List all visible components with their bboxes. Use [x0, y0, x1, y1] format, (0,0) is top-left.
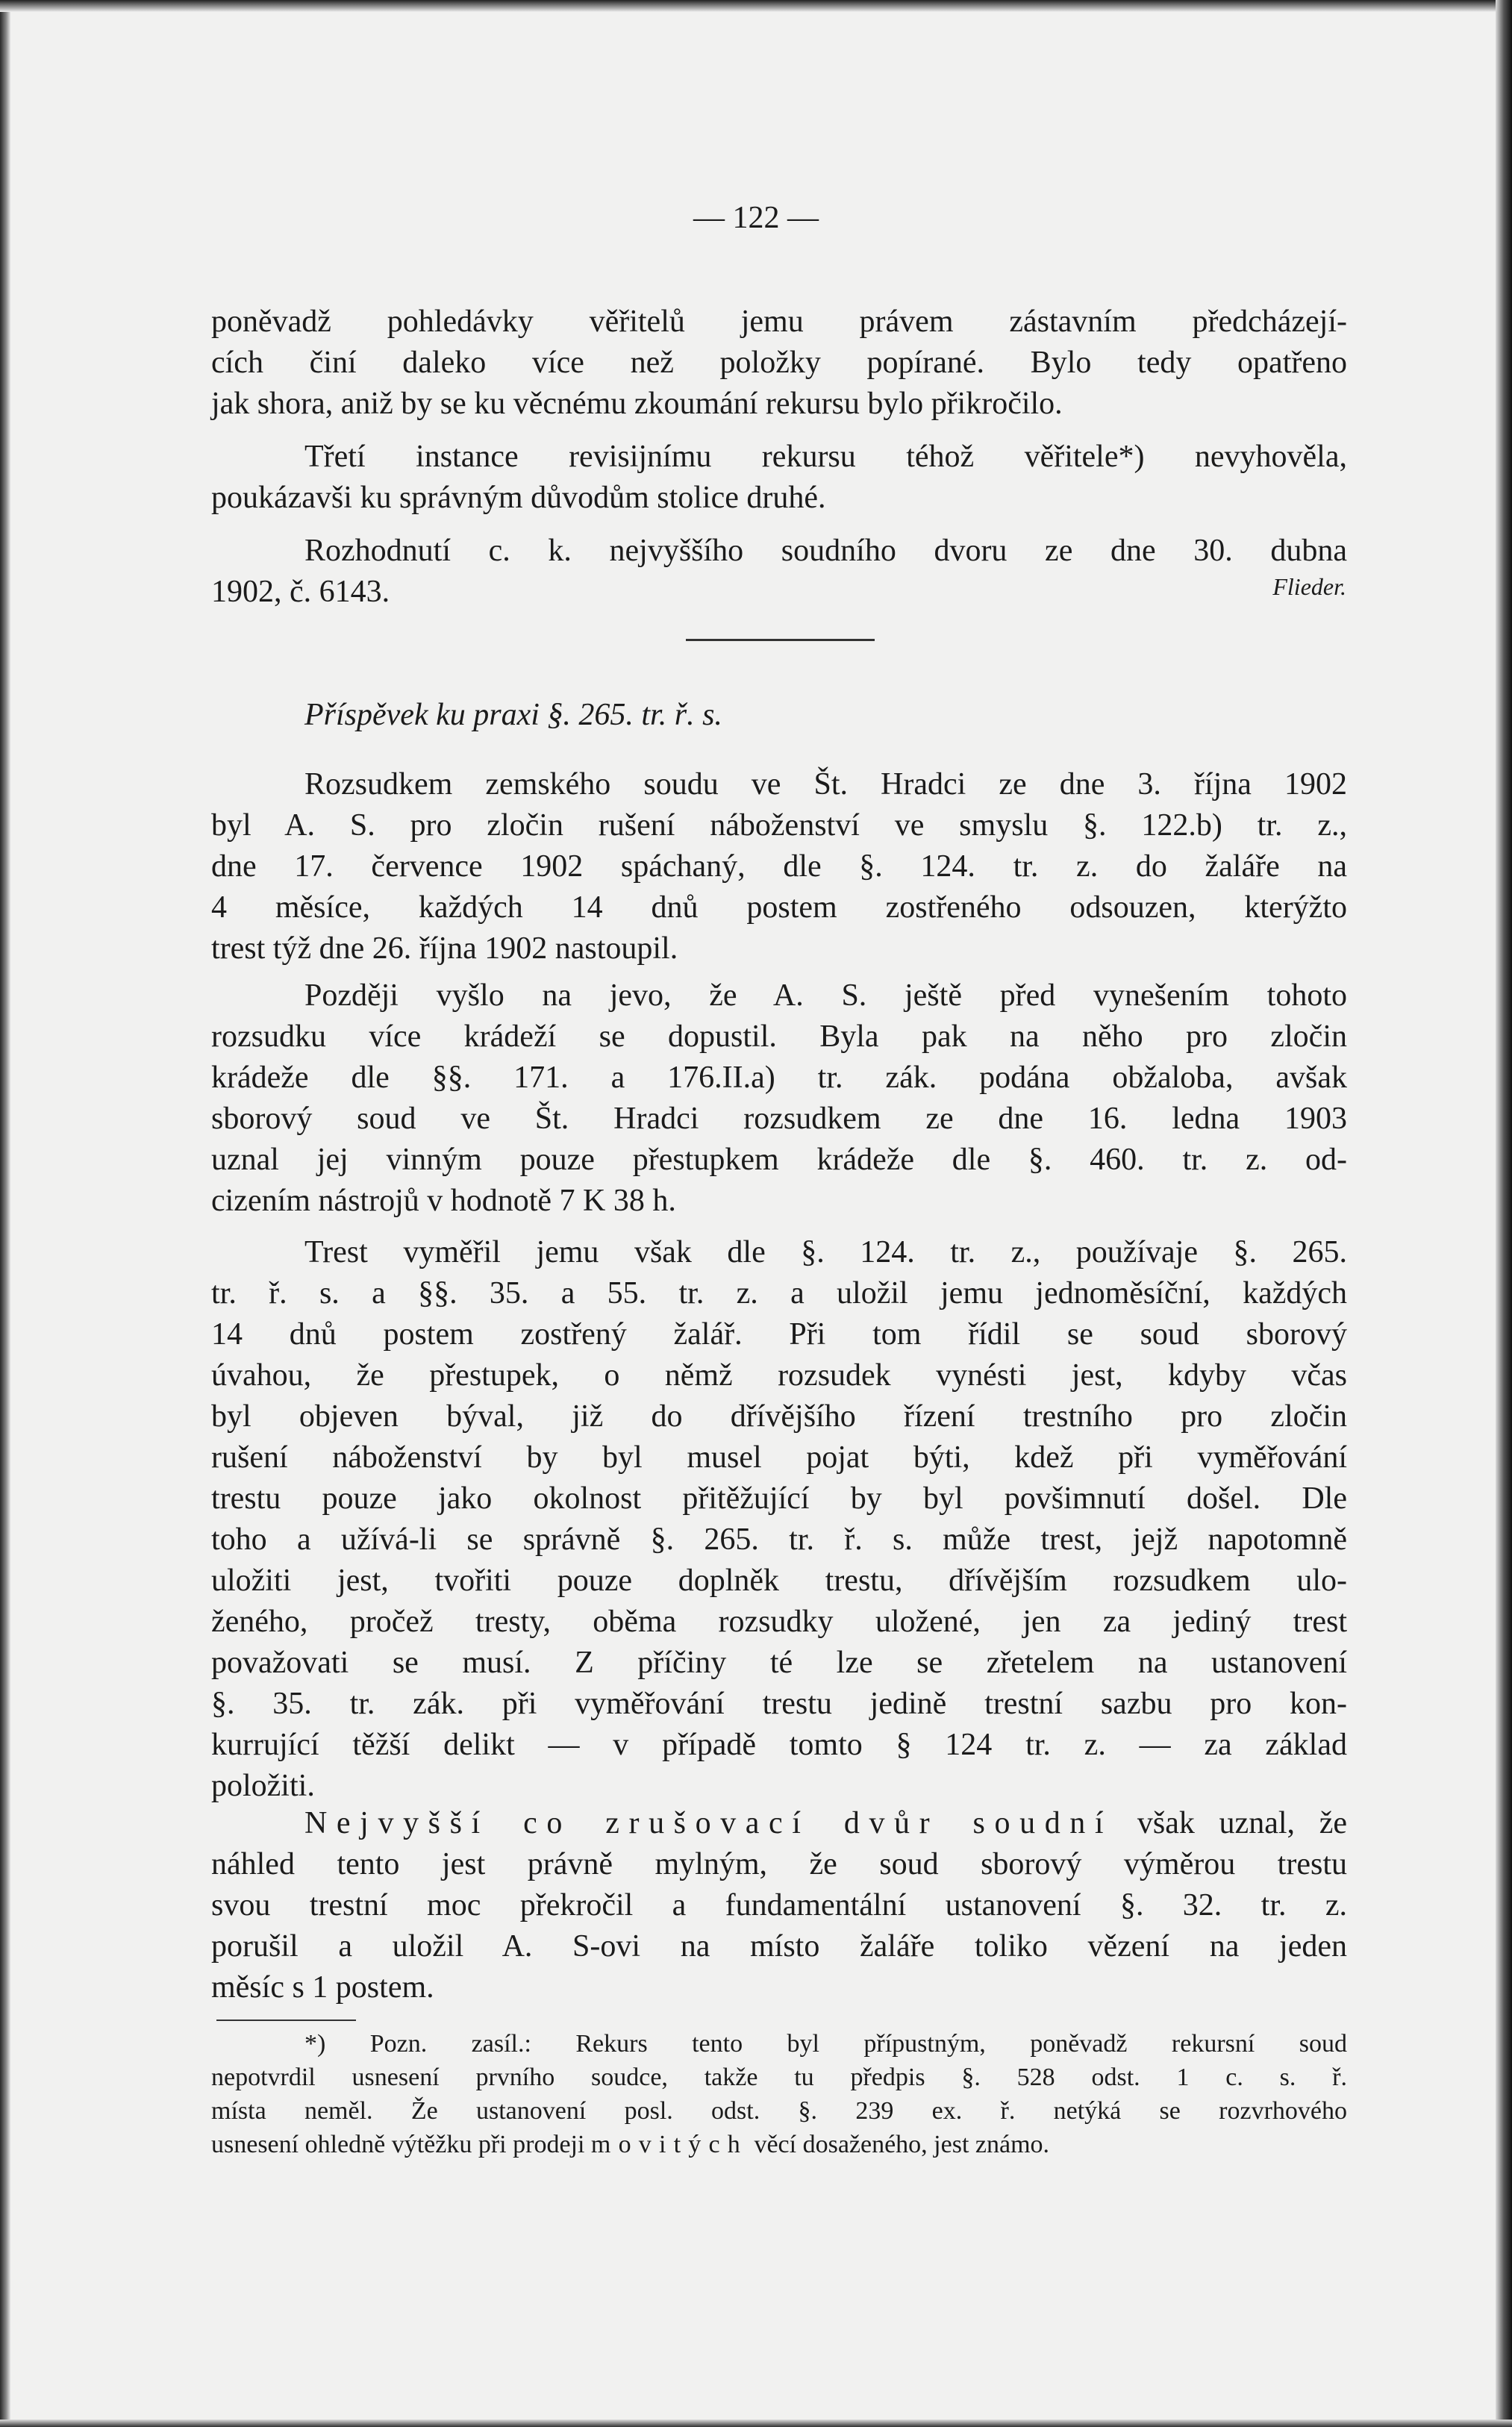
spaced-text: Nejvyšší co zrušovací dvůr soudní — [304, 1806, 1113, 1840]
text-line: porušil a uložil A. S-ovi na místo žaláře toliko vězení na jeden — [211, 1929, 1347, 1964]
text-line: *) Pozn. zasíl.: Rekurs tento byl přípustným, poněvadž rekursní soud — [304, 2030, 1347, 2058]
author-signature: Flieder. — [1272, 573, 1346, 600]
text-line: Později vyšlo na jevo, že A. S. ještě před vynešením tohoto — [304, 978, 1347, 1013]
text-line: považovati se musí. Z příčiny té lze se zřetelem na ustanovení — [211, 1646, 1347, 1680]
text-line: náhled tento jest právně mylným, že soud sborový výměrou trestu — [211, 1847, 1347, 1881]
paragraph — [211, 764, 1347, 969]
text-line: nepotvrdil usnesení prvního soudce, takže tu předpis §. 528 odst. 1 c. s. ř. — [211, 2064, 1347, 2091]
paragraph — [211, 1232, 1347, 1807]
text-line: byl objeven býval, již do dřívějšího řízení trestního pro zločin — [211, 1399, 1347, 1434]
text-line: sborový soud ve Št. Hradci rozsudkem ze dne 16. ledna 1903 — [211, 1102, 1347, 1136]
footnote-divider — [216, 2020, 356, 2021]
scan-edge — [0, 2420, 1512, 2427]
text-line: Třetí instance revisijnímu rekursu téhož věřitele*) nevyhověla, — [304, 440, 1347, 474]
text-segment: usnesení ohledně výtěžku při prodeji — [211, 2131, 591, 2158]
text-line: ženého, pročež tresty, oběma rozsudky uložené, jen za jediný trest — [211, 1605, 1347, 1639]
text-line: §. 35. tr. zák. při vyměřování trestu jedině trestní sazbu pro kon- — [211, 1687, 1347, 1721]
text-line: rušení náboženství by byl musel pojat býti, kdež při vyměřování — [211, 1440, 1347, 1475]
scan-edge — [1496, 0, 1512, 2427]
text-line: krádeže dle §§. 171. a 176.II.a) tr. zák. podána obžaloba, avšak — [211, 1061, 1347, 1095]
text-line: trestu pouze jako okolnost přitěžující by byl povšimnutí došel. Dle — [211, 1481, 1347, 1516]
text-segment: věcí dosaženého, jest známo. — [747, 2131, 1050, 2158]
text-line: 4 měsíce, každých 14 dnů postem zostřeného odsouzen, kterýžto — [211, 890, 1347, 925]
text-line: úvahou, že přestupek, o němž rozsudek vynésti jest, kdyby včas — [211, 1358, 1347, 1393]
text-line: poukázavši ku správným důvodům stolice druhé. — [211, 481, 826, 515]
paragraph — [211, 531, 1347, 613]
text-line: cích činí daleko více než položky popírané. Bylo tedy opatřeno — [211, 346, 1347, 380]
text-segment: však uznal, že — [1113, 1806, 1347, 1840]
text-line: jak shora, aniž by se ku věcnému zkoumání rekursu bylo přikročilo. — [211, 387, 1063, 421]
text-line: Trest vyměřil jemu však dle §. 124. tr. z., používaje §. 265. — [304, 1235, 1347, 1269]
text-line: položiti. — [211, 1769, 315, 1803]
scan-edge — [0, 0, 10, 2427]
text-line: poněvadž pohledávky věřitelů jemu právem zástavním předcházejí- — [211, 304, 1347, 339]
text-line: místa neměl. Že ustanovení posl. odst. §. 239 ex. ř. netýká se rozvrhového — [211, 2097, 1347, 2125]
footnote — [211, 2027, 1347, 2161]
page-number: — 122 — — [693, 201, 819, 235]
text-line: toho a užívá-li se správně §. 265. tr. ř. s. může trest, jejž napotomně — [211, 1522, 1347, 1557]
text-line: svou trestní moc překročil a fundamentální ustanovení §. 32. tr. z. — [211, 1888, 1347, 1922]
text-line: Rozhodnutí c. k. nejvyššího soudního dvoru ze dne 30. dubna — [304, 534, 1347, 568]
text-line: rozsudku více krádeží se dopustil. Byla pak na něho pro zločin — [211, 1019, 1347, 1054]
text-line — [211, 2128, 1347, 2161]
paragraph — [211, 437, 1347, 519]
text-line: Rozsudkem zemského soudu ve Št. Hradci ze dne 3. října 1902 — [304, 767, 1347, 802]
text-line: dne 17. července 1902 spáchaný, dle §. 124. tr. z. do žaláře na — [211, 849, 1347, 884]
text-line: byl A. S. pro zločin rušení náboženství ve smyslu §. 122.b) tr. z., — [211, 808, 1347, 843]
text-line: trest týž dne 26. října 1902 nastoupil. — [211, 931, 678, 966]
paragraph — [211, 302, 1347, 425]
text-line: 1902, č. 6143. — [211, 575, 390, 609]
text-line: cizením nástrojů v hodnotě 7 K 38 h. — [211, 1184, 676, 1218]
spaced-text: movitých — [590, 2131, 748, 2158]
text-line — [211, 1803, 1347, 1844]
paragraph — [211, 1803, 1347, 2008]
text-line: 14 dnů postem zostřený žalář. Při tom řídil se soud sborový — [211, 1317, 1347, 1352]
text-line: uznal jej vinným pouze přestupkem krádeže dle §. 460. tr. z. od- — [211, 1143, 1347, 1177]
text-line: uložiti jest, tvořiti pouze doplněk trestu, dřívějším rozsudkem ulo- — [211, 1564, 1347, 1598]
section-divider — [686, 639, 875, 641]
section-heading: Příspěvek ku praxi §. 265. tr. ř. s. — [304, 698, 722, 732]
text-line: kurrující těžší delikt — v případě tomto § 124 tr. z. — za základ — [211, 1728, 1347, 1762]
paragraph — [211, 975, 1347, 1222]
scan-edge — [0, 0, 1512, 12]
text-line: tr. ř. s. a §§. 35. a 55. tr. z. a uložil jemu jednoměsíční, každých — [211, 1276, 1347, 1311]
text-line: měsíc s 1 postem. — [211, 1970, 434, 2005]
